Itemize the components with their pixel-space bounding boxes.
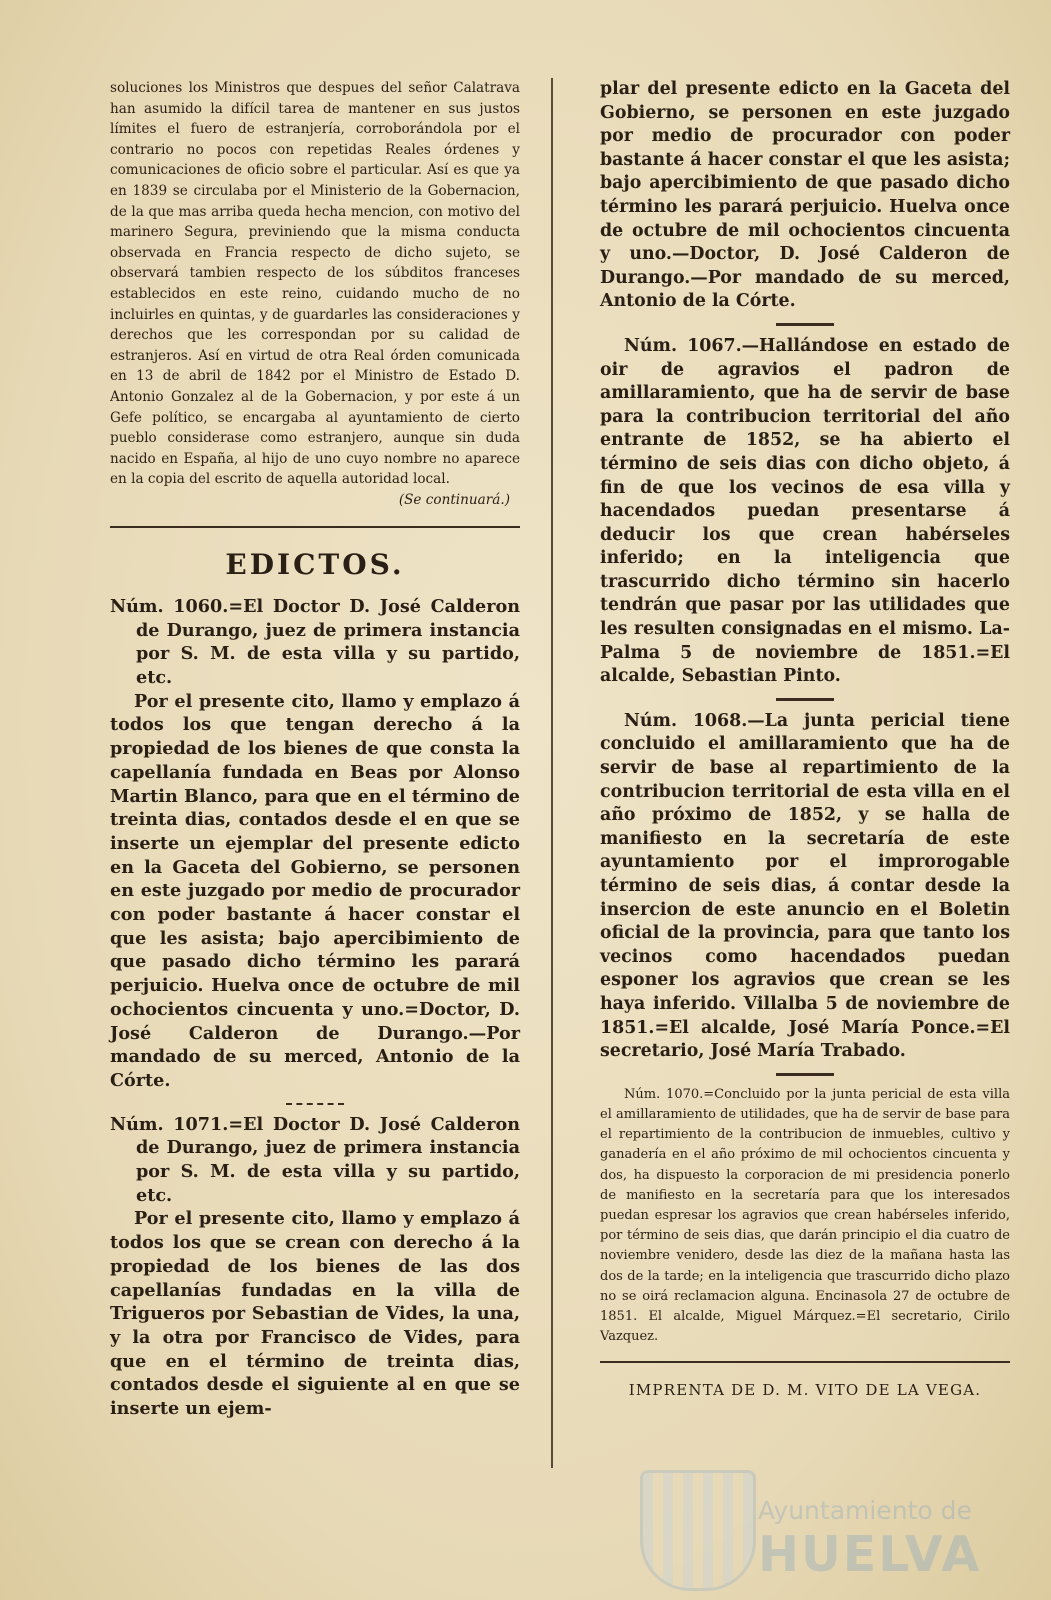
edicto-1071-continuation: plar del presente edicto en la Gaceta del Gobierno, se personen en este juzgado por medio de procurador con poder bastante á hacer constar el que les asista; bajo apercibimiento de que pasado dicho término les parará perjuicio. Huelva once de octubre de mil ochocientos cincuenta y uno.—Doctor, D. José Calderon de Durango.—Por mandado de su merced, Antonio de la Córte. — [600, 79, 1010, 312]
edicto-1067: Núm. 1067.—Hallándose en estado de oir de agravios el padron de amillaramiento, que ha de servir de base para la contribucion territorial del año entrante de 1852, se ha abierto el término de seis dias con dicho objeto, á fin de que los vecinos de esa villa y hacendados puedan presentarse á deducir los que crean habérseles inferido; en la inteligencia que trascurrido dicho término sin hacerlo tendrán que pasar por las utilidades que les resulten consignadas en el mismo. La-Palma 5 de noviembre de 1851.=El alcalde, Sebastian Pinto. — [600, 335, 1010, 687]
continuara-note: (Se continuará.) — [398, 491, 510, 508]
edicto-separator — [776, 1073, 834, 1076]
section-title: EDICTOS. — [225, 547, 405, 581]
edicto-1071-heading: Núm. 1071.=El Doctor D. José Calderon de Durango, juez de primera instancia por S. M. de esta villa y su partido, etc. — [110, 1113, 520, 1206]
intro-paragraph: soluciones los Ministros que despues del señor Calatrava han asumido la difícil tarea de mantener en sus justos límites el fuero de estranjería, corroborándola por el contrario no pocos con repetidas Reales órdenes y comunicaciones de oficio sobre el particular. Así es que ya en 1839 se circulaba por el Ministerio de la Gobernacion, de la que mas arriba queda hecha mencion, con motivo del marinero Segura, previniendo que la misma conducta observada en Francia respecto de dicho sujeto, se observará tambien respecto de los súbditos franceses establecidos en este reino, cuidando mucho de no incluirles en quintas, y de guardarles las consideraciones y derechos que les correspondan por su calidad de estranjeros. Así en virtud de otra Real órden comunicada en 13 de abril de 1842 por el Ministro de Estado D. Antonio Gonzalez al de la Gobernacion, y por este á un Gefe político, se encargaba al ayuntamiento de cierto pueblo considerase como estranjero, aunque sin duda nacido en España, al hijo de uno cuyo nombre no aparece en la copia del escrito de aquella autoridad local. — [110, 80, 520, 488]
edicto-1070: Núm. 1070.=Concluido por la junta pericial de esta villa el amillaramiento de utilidades, que ha de servir de base para el repartimiento de la contribucion de inmuebles, cultivo y ganadería en el año próximo de mil ochocientos cincuenta y dos, ha dispuesto la corporacion de mi presidencia ponerlo de manifiesto en la secretaría para que los interesados puedan espresar los agravios que crean habérseles inferido, por término de seis dias, que darán principio el dia cuatro de noviembre venidero, desde las diez de la mañana hasta las dos de la tarde; en la inteligencia que trascurrido dicho plazo no se oirá reclamacion alguna. Encinasola 27 de octubre de 1851. El alcalde, Miguel Márquez.=El secretario, Cirilo Vazquez. — [600, 1086, 1010, 1345]
footer-divider — [600, 1361, 1010, 1363]
imprenta-footer: IMPRENTA DE D. M. VITO DE LA VEGA. — [628, 1381, 982, 1400]
edicto-1068: Núm. 1068.—La junta pericial tiene concluido el amillaramiento que ha de servir de base al repartimiento de la contribucion territorial de esta villa en el año próximo de 1852, y se halla de manifiesto en la secretaría de este ayuntamiento por el improrogable término de seis dias, á contar desde la insercion de este anuncio en el Boletin oficial de la provincia, para que tanto los vecinos como hacendados puedan esponer los agravios que crean se les haya inferido. Villalba 5 de noviembre de 1851.=El alcalde, José María Ponce.=El secretario, José María Trabado. — [600, 710, 1010, 1062]
column-rule — [551, 78, 553, 1468]
edicto-1071-body: Por el presente cito, llamo y emplazo á todos los que se crean con derecho á la propiedad de los bienes de las dos capellanías fundadas en la villa de Trigueros por Sebastian de Vides, la una, y la otra por Francisco de Vides, para que en el término de treinta dias, contados desde el siguiente al en que se inserte un ejem- — [110, 1208, 520, 1420]
edicto-separator — [776, 698, 834, 701]
edicto-separator — [776, 323, 834, 326]
section-divider — [110, 526, 520, 528]
edicto-1060-heading: Núm. 1060.=El Doctor D. José Calderon de Durango, juez de primera instancia por S. M. de esta villa y su partido, etc. — [110, 595, 520, 688]
edicto-separator — [286, 1103, 344, 1105]
right-column — [600, 78, 1010, 1399]
left-column — [110, 78, 520, 1421]
shield-icon — [640, 1470, 756, 1591]
watermark — [640, 1470, 1020, 1590]
watermark-subtitle: Ayuntamiento de — [758, 1496, 972, 1525]
watermark-name: HUELVA — [758, 1526, 982, 1583]
edicto-1060-body: Por el presente cito, llamo y emplazo á todos los que tengan derecho á la propiedad de los bienes de que consta la capellanía fundada en Beas por Alonso Martin Blanco, para que en el término de treinta dias, contados desde el en que se inserte un ejemplar del presente edicto en la Gaceta del Gobierno, se personen en este juzgado por medio de procurador con poder bastante á hacer constar el que les asista; bajo apercibimiento de que pasado dicho término les parará perjuicio. Huelva once de octubre de mil ochocientos cincuenta y uno.=Doctor, D. José Calderon de Durango.—Por mandado de su merced, Antonio de la Córte. — [110, 690, 520, 1091]
